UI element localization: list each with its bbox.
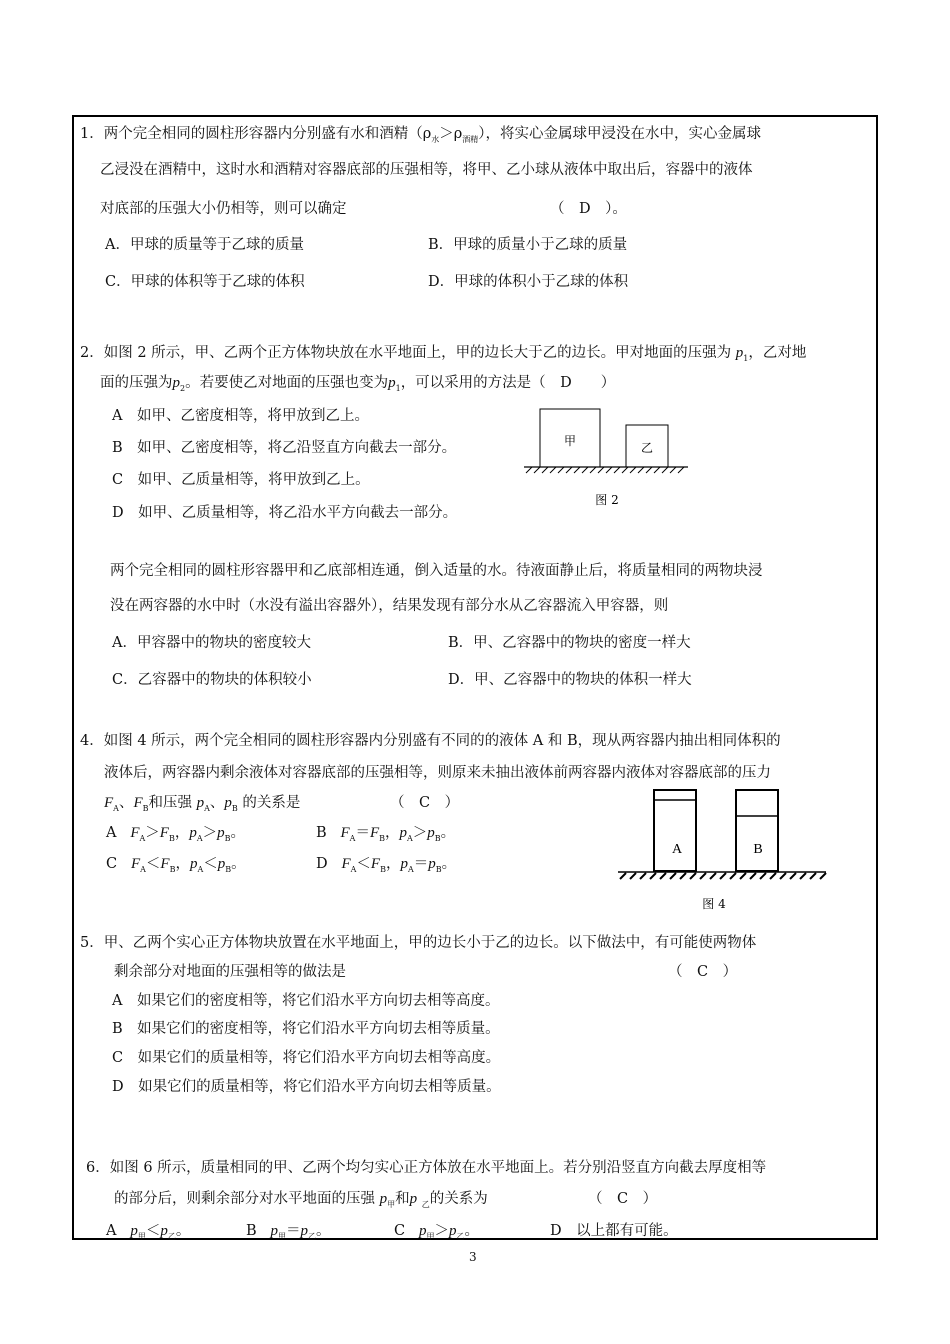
q6-option-d: D 以上都有可能。	[550, 1223, 678, 1239]
q4-option-d: D $F_A<F_B$，$p_A=p_B$。	[316, 856, 457, 874]
fig4-label-a: A	[671, 842, 683, 857]
q5-line2: 剩余部分对地面的压强相等的做法是	[114, 964, 346, 980]
q4-line1: 4．如图 4 所示，两个完全相同的圆柱形容器内分别盛有不同的的液体 A 和 B，现从两容器内抽出相同体积的	[80, 733, 781, 749]
page-number: 3	[469, 1250, 477, 1264]
q4-option-c: C $F_A<F_B$，$p_A<p_B$。	[106, 856, 246, 874]
q1-line3: 对底部的压强大小仍相等，则可以确定	[100, 201, 347, 217]
q4-line2: 液体后，两容器内剩余液体对容器底部的压强相等，则原来未抽出液体前两容器内液体对容器底部的压力	[104, 765, 771, 781]
fig2-caption: 图 2	[595, 493, 619, 507]
fig4-label-b: B	[753, 842, 763, 857]
q4-option-a: A $F_A>F_B$，$p_A>p_B$。	[106, 825, 245, 843]
container-b	[736, 790, 778, 871]
ground-hatch	[526, 467, 684, 473]
q2-line2: 面的压强为$p_2$。若要使乙对地面的压强也变为$p_1$，可以采用的方法是（ D ）	[100, 375, 616, 393]
q1-option-b: B．甲球的质量小于乙球的质量	[428, 237, 628, 253]
q6-line2: 的部分后，则剩余部分对水平地面的压强 $p_甲$和p $_乙$的关系为	[114, 1191, 488, 1209]
q1-line1: 1．两个完全相同的圆柱形容器内分别盛有水和酒精$(\rho_水>\rho_{酒精})$，将实心金属球甲浸没在水中，实心金属球	[80, 126, 762, 144]
q3-option-d: D．甲、乙容器中的物块的体积一样大	[448, 672, 692, 688]
ground-hatch-4	[620, 873, 826, 879]
q3-line2: 没在两容器的水中时（水没有溢出容器外），结果发现有部分水从乙容器流入甲容器，则	[110, 598, 669, 614]
figure-2	[522, 405, 692, 515]
q6-answer: （ C ）	[588, 1191, 658, 1207]
q4-line3: $F_A$、$F_B$和压强 $p_A$、$p_B$ 的关系是	[104, 795, 301, 813]
q1-answer: （ D ）。	[550, 201, 627, 217]
q6-line1: 6．如图 6 所示，质量相同的甲、乙两个均匀实心正方体放在水平地面上。若分别沿竖直方向截去厚度相等	[86, 1160, 767, 1176]
q5-line1: 5．甲、乙两个实心正方体物块放置在水平地面上，甲的边长小于乙的边长。以下做法中，有可能使两物体	[80, 935, 757, 951]
q2-option-a: A 如甲、乙密度相等，将甲放到乙上。	[112, 408, 369, 424]
figure-4	[612, 788, 832, 916]
q1-option-a: A．甲球的质量等于乙球的质量	[105, 237, 304, 253]
q5-option-d: D 如果它们的质量相等，将它们沿水平方向切去相等质量。	[112, 1079, 501, 1095]
q5-option-b: B 如果它们的密度相等，将它们沿水平方向切去相等质量。	[112, 1021, 500, 1037]
container-a	[654, 790, 696, 871]
fig4-caption: 图 4	[702, 897, 726, 911]
q3-line1: 两个完全相同的圆柱形容器甲和乙底部相连通，倒入适量的水。待液面静止后，将质量相同的两物块浸	[110, 563, 763, 579]
q3-option-c: C．乙容器中的物块的体积较小	[112, 672, 312, 688]
q6-option-a: A $p_甲<p_乙$。	[106, 1223, 191, 1241]
q5-option-a: A 如果它们的密度相等，将它们沿水平方向切去相等高度。	[112, 993, 500, 1009]
fig2-label-jia: 甲	[563, 434, 577, 448]
q1-option-d: D．甲球的体积小于乙球的体积	[428, 274, 629, 290]
q2-option-c: C 如甲、乙质量相等，将甲放到乙上。	[112, 472, 370, 488]
q3-option-b: B．甲、乙容器中的物块的密度一样大	[448, 635, 691, 651]
q4-answer: （ C ）	[390, 795, 460, 811]
q5-answer: （ C ）	[668, 964, 738, 980]
q1-line2: 乙浸没在酒精中，这时水和酒精对容器底部的压强相等，将甲、乙小球从液体中取出后，容器中的液体	[100, 162, 753, 178]
q6-option-c: C $p_甲>p_乙$。	[394, 1223, 479, 1241]
q5-option-c: C 如果它们的质量相等，将它们沿水平方向切去相等高度。	[112, 1050, 501, 1066]
q1-option-c: C．甲球的体积等于乙球的体积	[105, 274, 305, 290]
q4-option-b: B $F_A=F_B$，$p_A>p_B$。	[316, 825, 456, 843]
q2-line1: 2．如图 2 所示，甲、乙两个正方体物块放在水平地面上，甲的边长大于乙的边长。甲对地面的压强为 $p_1$，乙对地	[80, 345, 807, 363]
fig2-label-yi: 乙	[640, 441, 654, 455]
q2-option-b: B 如甲、乙密度相等，将乙沿竖直方向截去一部分。	[112, 440, 457, 456]
q3-option-a: A．甲容器中的物块的密度较大	[112, 635, 311, 651]
q2-option-d: D 如甲、乙质量相等，将乙沿水平方向截去一部分。	[112, 505, 458, 521]
q6-option-b: B $p_甲=p_乙$。	[246, 1223, 331, 1241]
